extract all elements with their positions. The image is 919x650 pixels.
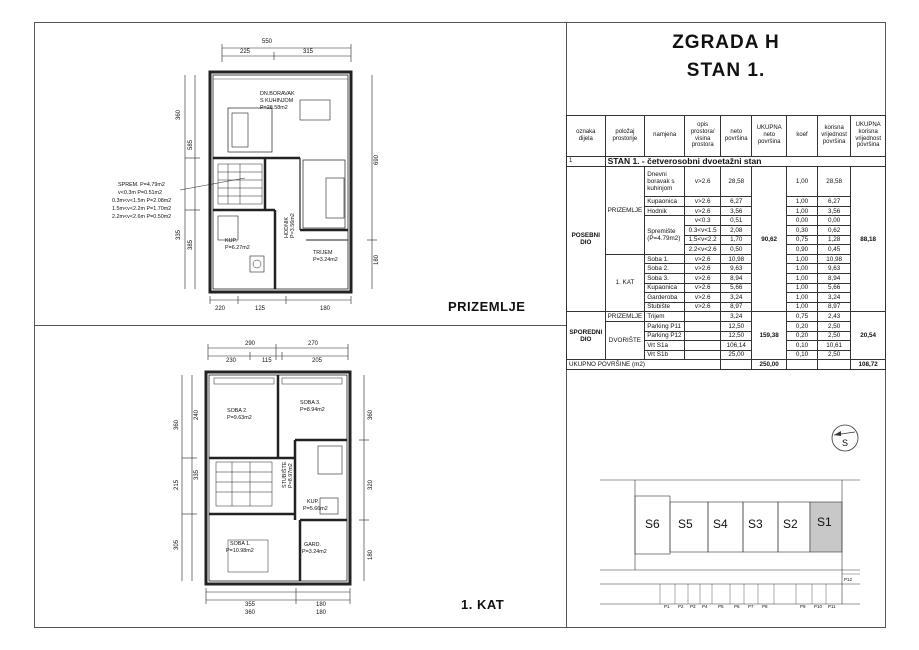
cell-neto: 0,50 — [721, 245, 752, 255]
kat-label: 1. KAT — [605, 254, 645, 312]
first-dim-t1: 290 — [245, 341, 256, 347]
cell-namjena: Parking P12 — [645, 331, 685, 341]
unit-label: S2 — [783, 517, 798, 531]
cell-neto: 8,97 — [721, 302, 752, 312]
sporedni-dio-label: SPOREDNI DIO — [567, 312, 606, 360]
cell-korisna: 0,00 — [817, 216, 850, 226]
floor-plans — [35, 23, 566, 628]
cell-korisna: 2,43 — [817, 312, 850, 322]
first-dim-l1: 240 — [194, 409, 200, 420]
dvoriste-label: DVORIŠTE — [605, 321, 645, 359]
posebni-total-korisna: 88,18 — [851, 167, 886, 312]
posebni-total-neto: 90,62 — [752, 167, 787, 312]
cell-opis: v>2.6 — [685, 254, 721, 264]
col-header: koef — [787, 115, 818, 156]
prizemlje-label-2: PRIZEMLJE — [605, 312, 645, 322]
building-title: ZGRADA H — [672, 32, 780, 53]
section-title: STAN 1. - četverosobni dvoetažni stan — [605, 156, 885, 167]
cell-korisna: 0,62 — [817, 226, 850, 236]
cell-opis: 1.5<v<2.2 — [685, 235, 721, 245]
parking-label: P2 — [678, 604, 684, 609]
sporedni-total-neto: 159,38 — [752, 312, 787, 360]
room-soba1-2: P=10.98m2 — [226, 548, 254, 554]
cell-namjena: Dnevni boravak s kuhinjom — [645, 167, 685, 197]
room-hodnik-2: P=3.56m2 — [290, 213, 296, 238]
prizemlje-label: PRIZEMLJE — [605, 167, 645, 255]
ground-dim-l4: 385 — [188, 239, 194, 250]
cell-koef: 1,00 — [787, 264, 818, 274]
cell-neto: 5,66 — [721, 283, 752, 293]
parking-label: P11 — [828, 604, 836, 609]
cell-korisna: 10,61 — [817, 341, 850, 351]
cell-koef: 1,00 — [787, 293, 818, 303]
table-header-row — [567, 115, 886, 156]
unit-label: S3 — [748, 517, 763, 531]
cell-namjena: Stubište — [645, 302, 685, 312]
cell-koef: 1,00 — [787, 167, 818, 197]
unit-label: S6 — [645, 517, 660, 531]
cell-neto: 8,94 — [721, 274, 752, 284]
table-row — [567, 312, 886, 322]
cell-koef: 0,75 — [787, 235, 818, 245]
sporedni-total-korisna: 20,54 — [851, 312, 886, 360]
unit-label-highlight: S1 — [817, 515, 832, 529]
cell-korisna: 0,45 — [817, 245, 850, 255]
first-dim-t2: 270 — [308, 341, 319, 347]
cell-korisna: 8,97 — [817, 302, 850, 312]
site-key-plan — [600, 478, 860, 618]
cell-neto: 3,24 — [721, 312, 752, 322]
cell-koef: 0,00 — [787, 216, 818, 226]
cell-korisna: 9,63 — [817, 264, 850, 274]
level-label-ground: PRIZEMLJE — [448, 299, 526, 314]
first-dim-t4: 115 — [262, 358, 272, 364]
cell-opis — [685, 350, 721, 360]
cell-korisna: 5,66 — [817, 283, 850, 293]
room-dnevni-1: DN.BORAVAK — [260, 91, 295, 97]
room-dnevni-3: P=28.58m2 — [260, 105, 288, 111]
parking-label: P7 — [748, 604, 754, 609]
first-dim-l3: 215 — [174, 479, 180, 490]
storage-note-2: v<0.3m P=0.51m2 — [118, 190, 163, 196]
ground-dim-right: 315 — [303, 49, 314, 55]
cell-opis — [685, 341, 721, 351]
first-dim-b2: 180 — [316, 602, 327, 608]
first-dim-l5: 305 — [174, 539, 180, 550]
spremiste-label: Spremište — [647, 227, 676, 235]
cell-neto: 3,24 — [721, 293, 752, 303]
unit-label: S4 — [713, 517, 728, 531]
parking-label: P12 — [844, 577, 853, 582]
col-header: UKUPNA korisna vrijednost površina — [851, 115, 886, 156]
cell-namjena: Parking P11 — [645, 321, 685, 331]
room-dnevni-2: S KUHINJOM — [260, 98, 294, 104]
total-row — [567, 360, 886, 370]
section-row — [567, 156, 886, 167]
cell-neto: 10,98 — [721, 254, 752, 264]
table-spacer-row — [567, 90, 886, 115]
ground-dim-l1: 360 — [176, 109, 182, 120]
cell-opis: v>2.6 — [685, 293, 721, 303]
cell-neto: 106,14 — [721, 341, 752, 351]
storage-note-1: SPREM. P=4.79m2 — [118, 182, 165, 188]
cell-korisna: 28,58 — [817, 167, 850, 197]
col-header: oznaka dijela — [567, 115, 606, 156]
apartment-title: STAN 1. — [686, 60, 766, 81]
parking-label: P8 — [762, 604, 768, 609]
cell-opis: 2.2<v<2.6 — [685, 245, 721, 255]
cell-koef: 1,00 — [787, 206, 818, 216]
ground-dim-l3: 335 — [176, 229, 182, 240]
room-hodnik-1: HODNIK — [284, 217, 290, 238]
cell-opis — [685, 321, 721, 331]
cell-koef: 1,00 — [787, 274, 818, 284]
room-kup-1: KUP. — [225, 238, 237, 244]
cell-koef: 0,20 — [787, 321, 818, 331]
cell-namjena-spremiste — [645, 216, 685, 254]
first-dim-t3: 230 — [226, 358, 237, 364]
parking-label: P3 — [690, 604, 696, 609]
first-floor-plan — [182, 344, 369, 604]
first-dim-r2: 320 — [368, 479, 374, 490]
first-dim-r3: 180 — [368, 549, 374, 560]
cell-koef: 0,90 — [787, 245, 818, 255]
room-stubiste-1: STUBIŠTE — [282, 461, 288, 488]
parking-label: P9 — [800, 604, 806, 609]
cell-namjena: Soba 2. — [645, 264, 685, 274]
cell-neto: 9,63 — [721, 264, 752, 274]
ground-dim-total: 550 — [262, 39, 273, 45]
cell-korisna: 3,56 — [817, 206, 850, 216]
first-dim-r1: 360 — [368, 409, 374, 420]
cell-korisna: 6,27 — [817, 197, 850, 207]
room-trijem-1: TRIJEM — [313, 250, 333, 256]
cell-neto: 25,00 — [721, 350, 752, 360]
total-neto: 250,00 — [752, 360, 787, 370]
cell-neto: 28,58 — [721, 167, 752, 197]
storage-note-5: 2.2m<v<2.6m P=0.50m2 — [112, 214, 172, 220]
cell-namjena: Garderoba — [645, 293, 685, 303]
level-label-first: 1. KAT — [461, 597, 505, 612]
room-kup1-1: KUP. — [307, 499, 319, 505]
north-arrow-icon — [828, 421, 862, 455]
unit-label: S5 — [678, 517, 693, 531]
cell-namjena: Trijem — [645, 312, 685, 322]
cell-korisna: 1,28 — [817, 235, 850, 245]
ground-dim-b1: 220 — [215, 306, 226, 312]
cell-opis: 0.3<v<1.5 — [685, 226, 721, 236]
ground-dim-left: 225 — [240, 49, 251, 55]
first-dim-l2: 360 — [174, 419, 180, 430]
north-label: S — [841, 438, 849, 448]
cell-namjena: Vrt S1b — [645, 350, 685, 360]
cell-opis: v<0.3 — [685, 216, 721, 226]
cell-namjena: Hodnik — [645, 206, 685, 216]
area-table — [566, 90, 886, 370]
parking-label: P10 — [814, 604, 823, 609]
room-kup1-2: P=5.66m2 — [303, 506, 328, 512]
parking-label: P5 — [718, 604, 724, 609]
ground-dim-r2: 180 — [374, 254, 380, 265]
ground-floor-plan — [180, 44, 377, 304]
first-dim-t5: 205 — [312, 358, 323, 364]
cell-neto: 12,50 — [721, 321, 752, 331]
room-soba2-2: P=9.63m2 — [227, 415, 252, 421]
col-header: UKUPNA neto površina — [752, 115, 787, 156]
cell-koef: 0,30 — [787, 226, 818, 236]
cell-koef: 0,10 — [787, 350, 818, 360]
storage-note-4: 1.5m<v<2.2m P=1.70m2 — [112, 206, 172, 212]
total-korisna: 108,72 — [851, 360, 886, 370]
room-trijem-2: P=3.24m2 — [313, 257, 338, 263]
ground-dim-b2: 125 — [255, 306, 266, 312]
total-label: UKUPNO POVRŠINE (m2) — [567, 360, 721, 370]
cell-koef: 1,00 — [787, 302, 818, 312]
table-row — [567, 254, 886, 264]
cell-neto: 3,56 — [721, 206, 752, 216]
cell-koef: 1,00 — [787, 197, 818, 207]
cell-namjena: Soba 3. — [645, 274, 685, 284]
cell-namjena: Soba 1. — [645, 254, 685, 264]
posebni-dio-label: POSEBNI DIO — [567, 167, 606, 312]
room-gard-1: GARD. — [304, 542, 322, 548]
spremiste-area: (P=4.79m2) — [647, 235, 681, 243]
col-header: opis prostora/ visina prostora — [685, 115, 721, 156]
table-row — [567, 167, 886, 197]
ground-dim-b3: 180 — [320, 306, 331, 312]
room-soba3-1: SOBA 3. — [300, 400, 321, 406]
first-dim-b4: 180 — [316, 610, 327, 616]
room-gard-2: P=3.24m2 — [302, 549, 327, 555]
cell-opis: v>2.6 — [685, 197, 721, 207]
cell-korisna: 2,50 — [817, 350, 850, 360]
room-kup-2: P=6.27m2 — [225, 245, 250, 251]
col-header: korisna vrijednost površina — [817, 115, 850, 156]
room-soba2-1: SOBA 2. — [227, 408, 248, 414]
cell-opis — [685, 331, 721, 341]
cell-korisna: 2,50 — [817, 331, 850, 341]
parking-label: P4 — [702, 604, 708, 609]
cell-opis: v>2.6 — [685, 206, 721, 216]
room-soba1-1: SOBA 1. — [230, 541, 251, 547]
cell-neto: 6,27 — [721, 197, 752, 207]
col-header: neto površina — [721, 115, 752, 156]
cell-opis: v>2.6 — [685, 264, 721, 274]
storage-note-3: 0.3m<v<1.5m P=2.08m2 — [112, 198, 172, 204]
cell-korisna: 8,94 — [817, 274, 850, 284]
section-number: 1 — [567, 156, 606, 167]
ground-dim-r1: 690 — [374, 154, 380, 165]
cell-koef: 0,10 — [787, 341, 818, 351]
cell-namjena: Kupaonica — [645, 283, 685, 293]
cell-namjena: Vrt S1a — [645, 341, 685, 351]
cell-korisna: 10,98 — [817, 254, 850, 264]
col-header: položaj prostorije — [605, 115, 645, 156]
first-dim-b1: 355 — [245, 602, 256, 608]
cell-koef: 0,20 — [787, 331, 818, 341]
cell-koef: 0,75 — [787, 312, 818, 322]
cell-korisna: 2,50 — [817, 321, 850, 331]
parking-label: P6 — [734, 604, 740, 609]
cell-opis: v>2.6 — [685, 167, 721, 197]
ground-dim-l2: 585 — [188, 139, 194, 150]
col-header: namjena — [645, 115, 685, 156]
cell-neto: 0,51 — [721, 216, 752, 226]
room-soba3-2: P=8.94m2 — [300, 407, 325, 413]
parking-label: P1 — [664, 604, 670, 609]
cell-opis: v>2.6 — [685, 302, 721, 312]
first-dim-b3: 360 — [245, 610, 256, 616]
cell-koef: 1,00 — [787, 254, 818, 264]
cell-neto: 1,70 — [721, 235, 752, 245]
cell-korisna: 3,24 — [817, 293, 850, 303]
first-dim-l4: 335 — [194, 469, 200, 480]
cell-neto: 12,50 — [721, 331, 752, 341]
cell-opis — [685, 312, 721, 322]
table-row — [567, 321, 886, 331]
room-stubiste-2: P=8.97m2 — [288, 463, 294, 488]
cell-koef: 1,00 — [787, 283, 818, 293]
cell-neto: 2,08 — [721, 226, 752, 236]
cell-opis: v>2.6 — [685, 274, 721, 284]
cell-opis: v>2.6 — [685, 283, 721, 293]
cell-namjena: Kupaonica — [645, 197, 685, 207]
